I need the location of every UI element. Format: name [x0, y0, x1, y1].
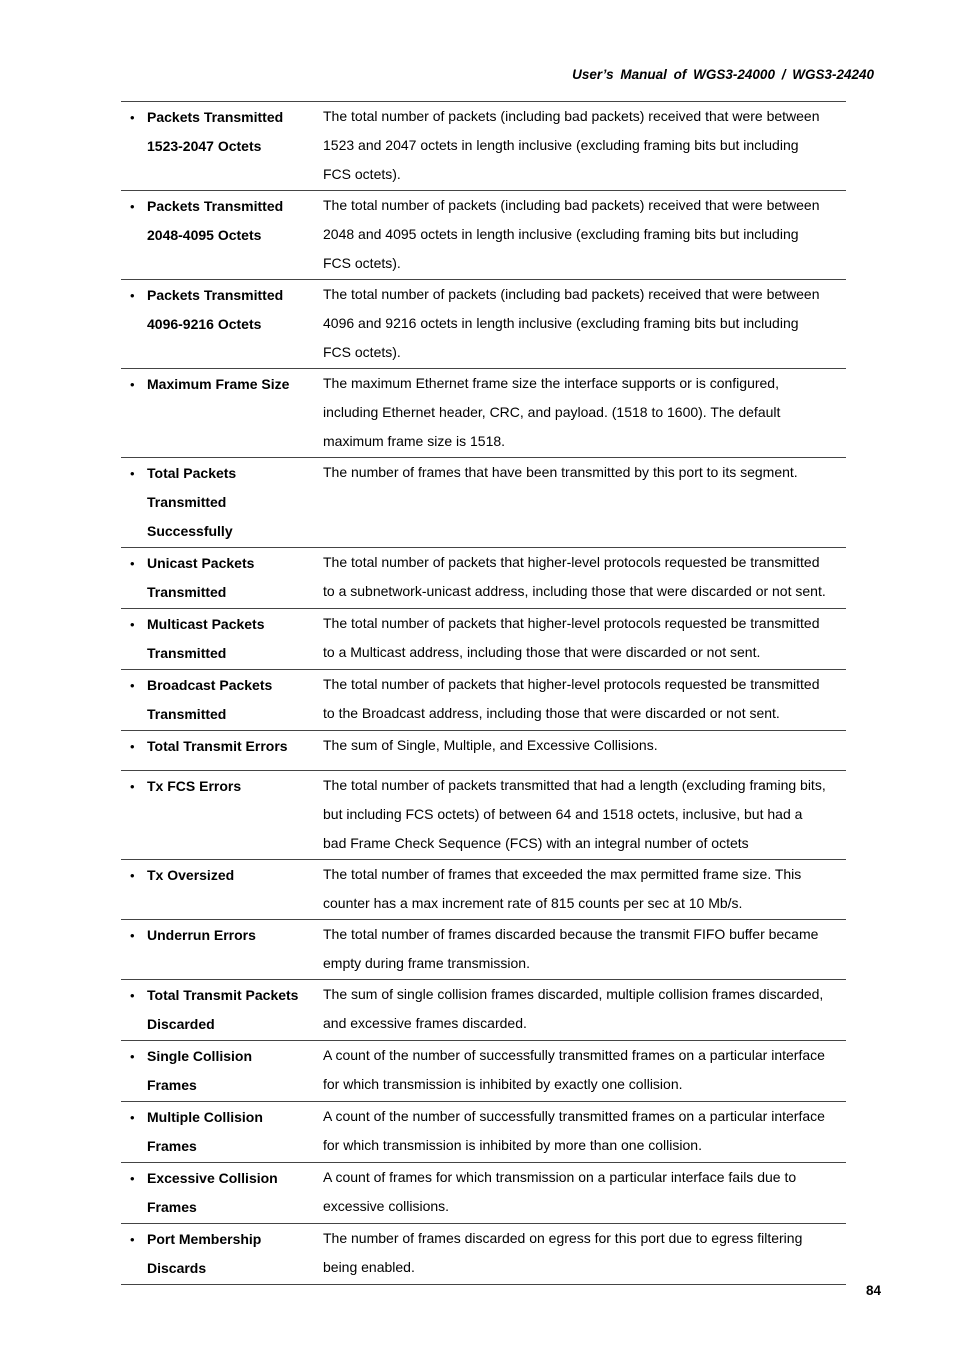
term-label: Tx FCS Errors: [147, 778, 242, 794]
term-label: Unicast Packets Transmitted: [147, 555, 255, 600]
description-text: The sum of single collision frames discarded, multiple collision frames discarded, and excessive frames discarded.: [323, 986, 824, 1031]
bullet-icon: •: [130, 377, 135, 392]
description-text: A count of the number of successfully transmitted frames on a particular interface for which transmission is inhibited by more than one collision.: [323, 1108, 825, 1153]
description-cell: [323, 102, 846, 191]
table-row: [121, 609, 846, 670]
term-label: Packets Transmitted 1523-2047 Octets: [147, 109, 284, 154]
description-text: The total number of packets that higher-level protocols requested be transmitted to a Multicast address, including those that were discarded or not sent.: [323, 615, 820, 660]
description-text: The total number of frames that exceeded the max permitted frame size. This counter has a max increment rate of 815 counts per sec at 10 Mb/s.: [323, 866, 802, 911]
description-text: The number of frames discarded on egress for this port due to egress filtering being enabled.: [323, 1230, 803, 1275]
bullet-icon: •: [130, 678, 135, 693]
term-cell: [121, 670, 323, 731]
description-cell: [323, 731, 846, 771]
table-row: [121, 1163, 846, 1224]
description-cell: [323, 771, 846, 860]
term-label: Port Membership Discards: [147, 1231, 262, 1276]
term-cell: [121, 920, 323, 980]
table-row: [121, 191, 846, 280]
term-cell: [121, 1102, 323, 1163]
description-text: The total number of packets transmitted that had a length (excluding framing bits, but including FCS octets) of between 64 and 1518 octets, inclusive, but had a bad Frame Check Sequence (FCS) with an integral number of octets: [323, 777, 826, 851]
table-row: [121, 1102, 846, 1163]
term-label: Total Transmit Packets Discarded: [147, 987, 299, 1032]
term-label: Total Packets Transmitted Successfully: [147, 465, 237, 539]
bullet-icon: •: [130, 199, 135, 214]
bullet-icon: •: [130, 1171, 135, 1186]
bullet-icon: •: [130, 556, 135, 571]
term-label: Packets Transmitted 4096-9216 Octets: [147, 287, 284, 332]
bullet-icon: •: [130, 988, 135, 1003]
table-row: [121, 731, 846, 771]
description-cell: [323, 191, 846, 280]
description-cell: [323, 1041, 846, 1102]
description-text: The sum of Single, Multiple, and Excessive Collisions.: [323, 737, 658, 753]
description-cell: [323, 980, 846, 1041]
term-cell: [121, 771, 323, 860]
description-text: A count of the number of successfully transmitted frames on a particular interface for which transmission is inhibited by exactly one collision.: [323, 1047, 825, 1092]
description-cell: [323, 369, 846, 458]
table-row: [121, 771, 846, 860]
table-row: [121, 920, 846, 980]
term-label: Packets Transmitted 2048-4095 Octets: [147, 198, 284, 243]
term-cell: [121, 731, 323, 771]
term-label: Multiple Collision Frames: [147, 1109, 263, 1154]
description-text: The total number of packets (including bad packets) received that were between 4096 and 9216 octets in length inclusive (excluding framing bits but including FCS octets).: [323, 286, 820, 360]
bullet-icon: •: [130, 928, 135, 943]
term-cell: [121, 1224, 323, 1285]
description-cell: [323, 1163, 846, 1224]
term-cell: [121, 1041, 323, 1102]
term-cell: [121, 102, 323, 191]
term-cell: [121, 191, 323, 280]
description-text: The number of frames that have been transmitted by this port to its segment.: [323, 464, 798, 480]
table-row: [121, 1224, 846, 1285]
table-row: [121, 458, 846, 548]
bullet-icon: •: [130, 466, 135, 481]
term-cell: [121, 980, 323, 1041]
bullet-icon: •: [130, 617, 135, 632]
term-cell: [121, 609, 323, 670]
description-text: The total number of frames discarded because the transmit FIFO buffer became empty during frame transmission.: [323, 926, 819, 971]
term-cell: [121, 1163, 323, 1224]
table-row: [121, 980, 846, 1041]
bullet-icon: •: [130, 868, 135, 883]
table-row: [121, 1041, 846, 1102]
bullet-icon: •: [130, 110, 135, 125]
term-cell: [121, 280, 323, 369]
page-header-title: User’s Manual of WGS3-24000 / WGS3-24240: [572, 67, 874, 82]
term-cell: [121, 548, 323, 609]
description-cell: [323, 670, 846, 731]
term-cell: [121, 458, 323, 548]
table-body: [121, 102, 846, 1285]
bullet-icon: •: [130, 1232, 135, 1247]
page-number: 84: [865, 1283, 881, 1298]
bullet-icon: •: [130, 1049, 135, 1064]
description-text: The total number of packets that higher-level protocols requested be transmitted to a subnetwork-unicast address, including those that were discarded or not sent.: [323, 554, 826, 599]
description-text: The total number of packets (including bad packets) received that were between 1523 and 2047 octets in length inclusive (excluding framing bits but including FCS octets).: [323, 108, 820, 182]
table-row: [121, 369, 846, 458]
bullet-icon: •: [130, 288, 135, 303]
table-row: [121, 280, 846, 369]
term-cell: [121, 369, 323, 458]
description-text: The total number of packets that higher-level protocols requested be transmitted to the Broadcast address, including those that were discarded or not sent.: [323, 676, 820, 721]
term-label: Excessive Collision Frames: [147, 1170, 278, 1215]
description-cell: [323, 920, 846, 980]
table-row: [121, 670, 846, 731]
table-row: [121, 860, 846, 920]
term-label: Broadcast Packets Transmitted: [147, 677, 273, 722]
term-label: Tx Oversized: [147, 867, 235, 883]
description-cell: [323, 609, 846, 670]
term-label: Single Collision Frames: [147, 1048, 253, 1093]
description-text: A count of frames for which transmission on a particular interface fails due to excessive collisions.: [323, 1169, 797, 1214]
bullet-icon: •: [130, 779, 135, 794]
table-row: [121, 102, 846, 191]
description-cell: [323, 860, 846, 920]
counter-definitions-table: [121, 101, 846, 1285]
table-row: [121, 548, 846, 609]
term-cell: [121, 860, 323, 920]
description-text: The maximum Ethernet frame size the interface supports or is configured, including Ethernet header, CRC, and payload. (1518 to 1600). The default maximum frame size is 1518.: [323, 375, 781, 449]
bullet-icon: •: [130, 1110, 135, 1125]
description-cell: [323, 548, 846, 609]
description-text: The total number of packets (including bad packets) received that were between 2048 and 4095 octets in length inclusive (excluding framing bits but including FCS octets).: [323, 197, 820, 271]
bullet-icon: •: [130, 739, 135, 754]
description-cell: [323, 458, 846, 548]
description-cell: [323, 1102, 846, 1163]
term-label: Multicast Packets Transmitted: [147, 616, 265, 661]
description-cell: [323, 280, 846, 369]
description-cell: [323, 1224, 846, 1285]
term-label: Underrun Errors: [147, 927, 256, 943]
term-label: Maximum Frame Size: [147, 376, 290, 392]
term-label: Total Transmit Errors: [147, 738, 288, 754]
